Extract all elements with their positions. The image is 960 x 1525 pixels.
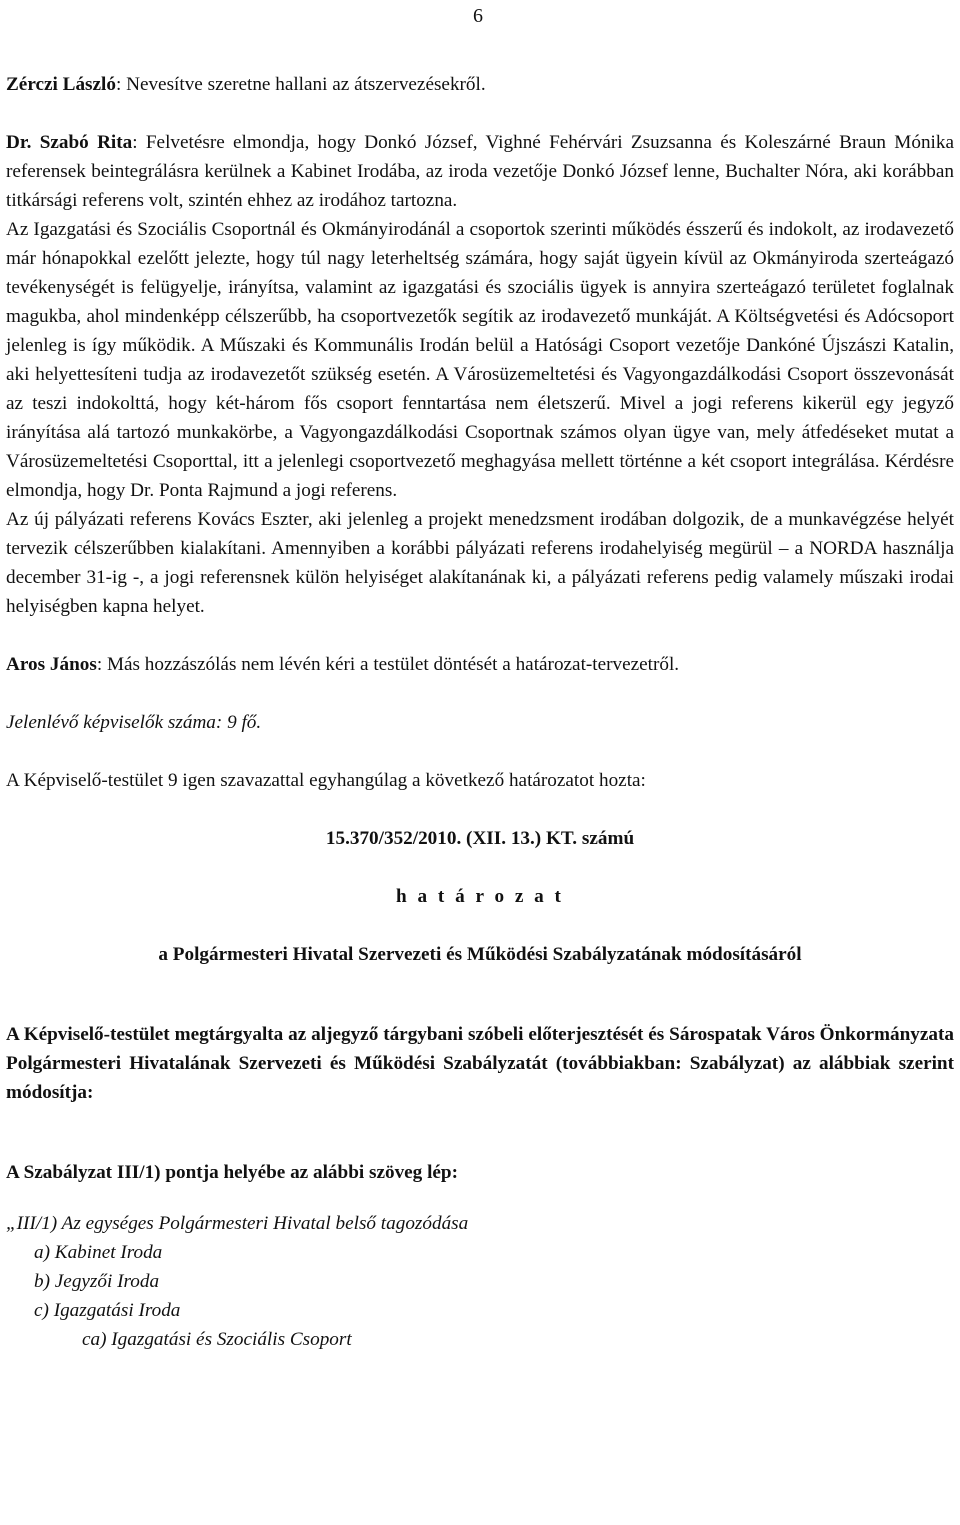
section-list (34, 1238, 954, 1354)
attendance-line: Jelenlévő képviselők száma: 9 fő. (6, 712, 262, 733)
resolution-number: 15.370/352/2010. (XII. 13.) KT. számú (325, 828, 635, 849)
paragraph-tender-referent: Az új pályázati referens Kovács Eszter, aki jelenleg a projekt menedzsment irodában dolgozik, de a munkavégzése helyét tervezik célszerűbben kialakítani. Amennyiben a korábbi pályázati referens irodahelyiség megürül – a NORDA használja december 31-ig -, a jogi referensnek külön helyiséget alakítanának ki, a pályázati referens pedig valamely műszaki irodai helyiségben kapna helyet. (6, 509, 954, 617)
speaker-name: Zérczi László (6, 74, 116, 95)
section-intro: A Szabályzat III/1) pontja helyébe az alábbi szöveg lép: (6, 1162, 458, 1183)
paragraph-aros (6, 650, 954, 679)
list-item: b) Jegyzői Iroda (34, 1271, 160, 1292)
paragraph-organization: Az Igazgatási és Szociális Csoportnál és Okmányirodánál a csoportok szerinti működés ésszerű és indokolt, az irodavezető már hónapokkal ezelőtt jelezte, hogy túl nagy leterheltség számára, hogy saját ügyein kívül az Okmányiroda szerteágazó tevékenységét is felügyelje, irányítsa, valamint az igazgatási és szociális ügyek is annyira szerteágazó területet foglalnak magukba, ahol mindenképp célszerűbb, ha csoportvezetők segítik az irodavezető munkáját. A Költségvetési és Adócsoport jelenleg is így működik. A Műszaki és Kommunális Irodán belül a Hatósági Csoport vezetője Dankóné Újszászi Katalin, aki helyettesíteni tudja az irodavezetőt szükség esetén. A Városüzemeltetési és Vagyongazdálkodási Csoport összevonását az teszi indokolttá, hogy két-három fős csoport fenntartása nem életszerű. Mivel a jogi referens kikerül egy jegyző irányítása alá tartozó munkakörbe, a Vagyongazdálkodási Csoportnak számos olyan ügye van, mely átfedéseket mutat a Városüzemeltetési Csoporttal, itt a jelenlegi csoportvezető meghagyása mellett történne a két csoport integrálása. Kérdésre elmondja, hogy Dr. Ponta Rajmund a jogi referens. (6, 219, 954, 501)
speaker-name: Aros János (6, 654, 97, 675)
resolution-body: A Képviselő-testület megtárgyalta az aljegyző tárgybani szóbeli előterjesztését és Sárospatak Város Önkormányzata Polgármesteri Hivatalának Szervezeti és Működési Szabályzatát (továbbiakban: Szabályzat) az alábbiak szerint módosítja: (6, 1024, 954, 1103)
page-number: 6 (473, 5, 483, 27)
resolution-title: h a t á r o z a t (396, 886, 564, 907)
list-item: c) Igazgatási Iroda (34, 1300, 181, 1321)
speaker-text: : Más hozzászólás nem lévén kéri a testület döntését a határozat-tervezetről. (96, 654, 680, 675)
list-item: a) Kabinet Iroda (34, 1242, 163, 1263)
section-title: „III/1) Az egységes Polgármesteri Hivatal belső tagozódása (6, 1213, 469, 1234)
speaker-name: Dr. Szabó Rita (6, 132, 133, 153)
vote-line: A Képviselő-testület 9 igen szavazattal egyhangúlag a következő határozatot hozta: (6, 770, 646, 791)
resolution-subject: a Polgármesteri Hivatal Szervezeti és Működési Szabályzatának módosításáról (158, 944, 802, 965)
document-body (6, 70, 954, 1354)
speaker-text: : Felvetésre elmondja, hogy Donkó József, Vighné Fehérvári Zsuzsanna és Koleszárné Braun Mónika referensek beintegrálásra kerülnek a Kabinet Irodába, az iroda vezetője Donkó József lenne, Buchalter Nóra, aki korábban titkársági referens volt, szintén ehhez az irodához tartozna. (6, 132, 954, 211)
paragraph-zerczi (6, 70, 954, 99)
paragraph-szabo (6, 128, 954, 215)
speaker-text: : Nevesítve szeretne hallani az átszervezésekről. (115, 74, 486, 95)
list-subitem: ca) Igazgatási és Szociális Csoport (82, 1329, 352, 1350)
